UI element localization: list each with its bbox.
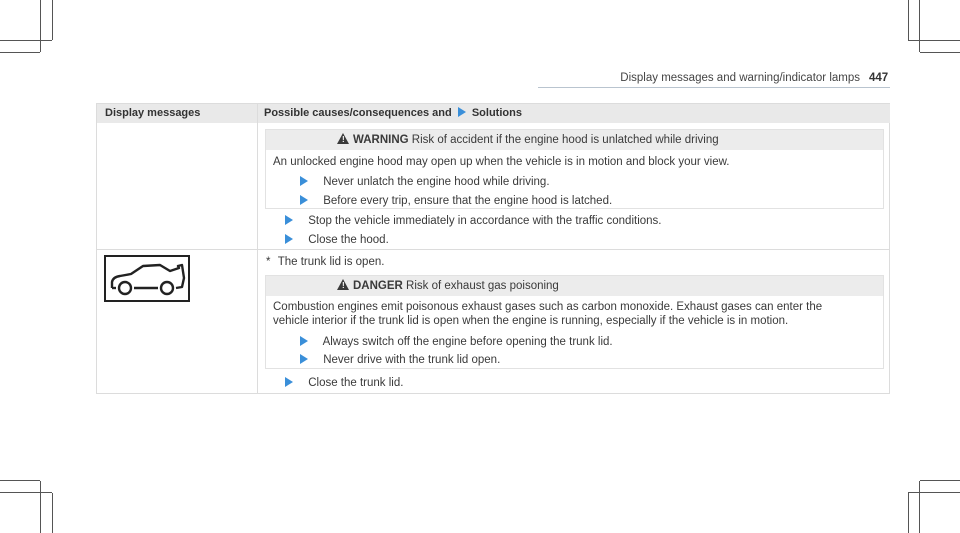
arrow-right-icon: [285, 215, 293, 225]
danger-header: [266, 276, 883, 296]
arrow-right-icon: [285, 377, 293, 387]
danger-body-line: vehicle interior if the trunk lid is open when the engine is running, especially if the vehicle is in motion.: [273, 315, 789, 327]
column-header-causes-label: Possible causes/consequences and: [264, 107, 452, 119]
solution-step: [285, 376, 403, 390]
warning-step-text: Before every trip, ensure that the engine hood is latched.: [323, 195, 613, 207]
crop-mark: [920, 480, 960, 481]
danger-body-line: Combustion engines emit poisonous exhaust gases such as carbon monoxide. Exhaust gases can enter the: [273, 301, 823, 313]
warning-box: [265, 129, 884, 209]
solution-step-text: Stop the vehicle immediately in accordance with the traffic conditions.: [308, 215, 662, 227]
danger-step: [300, 335, 613, 349]
crop-mark: [0, 492, 52, 493]
header-divider: [538, 87, 890, 88]
arrow-right-icon: [300, 195, 308, 205]
arrow-right-icon: [300, 176, 308, 186]
column-header-causes: [257, 104, 890, 123]
crop-mark: [908, 40, 960, 41]
running-header-title: Display messages and warning/indicator lamps: [620, 72, 860, 84]
crop-mark: [0, 52, 40, 53]
warning-triangle-icon: !: [337, 133, 349, 144]
trunk-open-car-icon-graphic: [106, 257, 188, 300]
crop-mark: [919, 481, 920, 533]
solution-step: [285, 214, 661, 228]
danger-step-text: Always switch off the engine before opening the trunk lid.: [322, 336, 613, 348]
crop-mark: [52, 0, 53, 40]
warning-title: Risk of accident if the engine hood is unlatched while driving: [411, 134, 719, 146]
crop-mark: [40, 0, 41, 52]
crop-mark: [0, 480, 40, 481]
crop-mark: [52, 493, 53, 533]
crop-mark: [908, 492, 960, 493]
solution-step-text: Close the hood.: [308, 234, 389, 246]
crop-mark: [919, 0, 920, 52]
warning-header: [266, 130, 883, 150]
arrow-right-icon: [458, 107, 466, 117]
warning-step: [300, 194, 612, 208]
column-header-display-messages: Display messages: [97, 104, 257, 123]
crop-mark: [920, 52, 960, 53]
column-header-solutions-label: Solutions: [471, 107, 522, 119]
danger-title: Risk of exhaust gas poisoning: [406, 280, 559, 292]
cause-text: * The trunk lid is open.: [266, 256, 385, 268]
solution-step: [285, 233, 389, 247]
danger-label: DANGER: [353, 280, 403, 292]
danger-step-text: Never drive with the trunk lid open.: [323, 354, 501, 366]
solution-step-text: Close the trunk lid.: [308, 377, 404, 389]
arrow-right-icon: [300, 354, 308, 364]
page-number: 447: [869, 72, 889, 84]
cause-text-value: The trunk lid is open.: [277, 256, 385, 268]
crop-mark: [908, 0, 909, 40]
crop-mark: [40, 481, 41, 533]
row-divider: [97, 249, 890, 250]
crop-mark: [908, 493, 909, 533]
warning-label: WARNING: [353, 134, 409, 146]
danger-step: [300, 353, 500, 367]
arrow-right-icon: [285, 234, 293, 244]
display-messages-table: [96, 103, 890, 394]
trunk-open-car-icon: [104, 255, 190, 302]
warning-step-text: Never unlatch the engine hood while driving.: [323, 176, 550, 188]
warning-step: [300, 175, 550, 189]
warning-triangle-icon: !: [337, 279, 349, 290]
crop-mark: [0, 40, 52, 41]
danger-box: [265, 275, 884, 369]
warning-body: An unlocked engine hood may open up when the vehicle is in motion and block your view.: [273, 156, 730, 168]
arrow-right-icon: [300, 336, 308, 346]
